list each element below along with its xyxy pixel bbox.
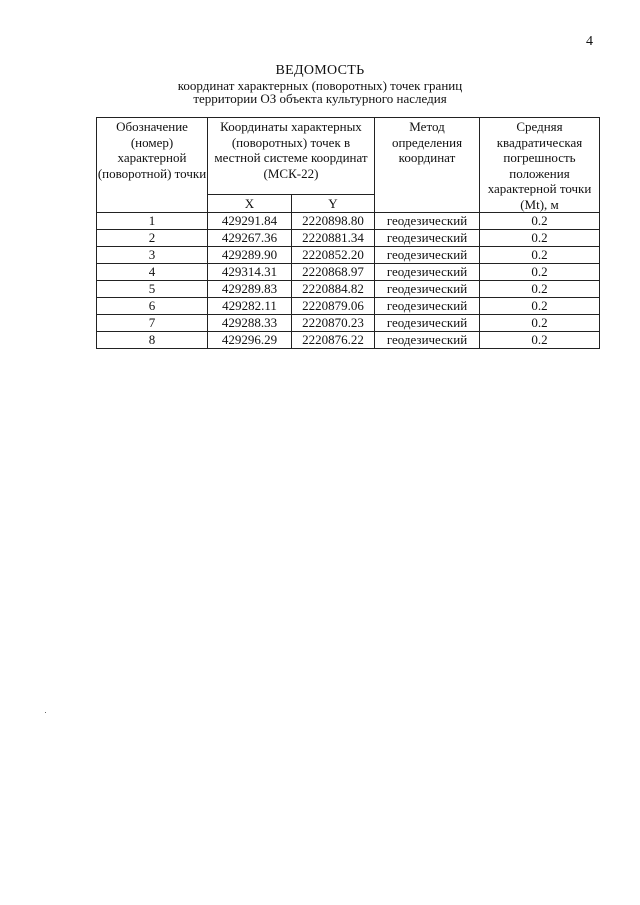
scan-artifact-dot (45, 712, 46, 713)
cell-point: 8 (97, 332, 208, 349)
cell-method: геодезический (375, 230, 480, 247)
cell-x: 429289.90 (208, 247, 292, 264)
cell-y: 2220881.34 (292, 230, 375, 247)
cell-point: 5 (97, 281, 208, 298)
header-point-designation: Обозначение (номер) характерной (поворотной) точки (97, 118, 208, 213)
cell-y: 2220898.80 (292, 213, 375, 230)
cell-error: 0.2 (480, 247, 600, 264)
table-row (97, 281, 600, 298)
cell-y: 2220876.22 (292, 332, 375, 349)
cell-point: 2 (97, 230, 208, 247)
cell-point: 4 (97, 264, 208, 281)
header-error: Средняя квадратическая погрешность положения характерной точки (Mt), м (480, 118, 600, 213)
cell-x: 429289.83 (208, 281, 292, 298)
document-subtitle-line1: координат характерных (поворотных) точек границ (177, 78, 463, 93)
cell-error: 0.2 (480, 281, 600, 298)
cell-method: геодезический (375, 247, 480, 264)
page-number: 4 (586, 34, 593, 49)
document-subtitle-line2: территории ОЗ объекта культурного наследия (193, 91, 447, 106)
cell-error: 0.2 (480, 264, 600, 281)
cell-method: геодезический (375, 298, 480, 315)
document-title: ВЕДОМОСТЬ (275, 63, 365, 78)
cell-error: 0.2 (480, 298, 600, 315)
table-row (97, 230, 600, 247)
cell-method: геодезический (375, 315, 480, 332)
header-coordinates: Координаты характерных (поворотных) точек в местной системе координат (МСК-22) (208, 118, 375, 195)
cell-y: 2220884.82 (292, 281, 375, 298)
cell-error: 0.2 (480, 332, 600, 349)
header-method: Метод определения координат (375, 118, 480, 213)
table-row (97, 247, 600, 264)
header-x: X (208, 195, 292, 213)
cell-point: 1 (97, 213, 208, 230)
cell-method: геодезический (375, 264, 480, 281)
table-row (97, 264, 600, 281)
cell-x: 429314.31 (208, 264, 292, 281)
cell-y: 2220870.23 (292, 315, 375, 332)
cell-x: 429291.84 (208, 213, 292, 230)
table-row (97, 332, 600, 349)
table-row (97, 298, 600, 315)
header-y: Y (292, 195, 375, 213)
cell-y: 2220868.97 (292, 264, 375, 281)
cell-error: 0.2 (480, 213, 600, 230)
cell-point: 3 (97, 247, 208, 264)
cell-point: 6 (97, 298, 208, 315)
cell-y: 2220852.20 (292, 247, 375, 264)
cell-method: геодезический (375, 281, 480, 298)
cell-point: 7 (97, 315, 208, 332)
cell-method: геодезический (375, 332, 480, 349)
table-row (97, 315, 600, 332)
cell-x: 429267.36 (208, 230, 292, 247)
cell-x: 429282.11 (208, 298, 292, 315)
coordinates-table (96, 117, 600, 349)
cell-x: 429288.33 (208, 315, 292, 332)
cell-x: 429296.29 (208, 332, 292, 349)
cell-error: 0.2 (480, 315, 600, 332)
cell-y: 2220879.06 (292, 298, 375, 315)
table-row (97, 213, 600, 230)
table-header-row (97, 118, 600, 195)
cell-method: геодезический (375, 213, 480, 230)
cell-error: 0.2 (480, 230, 600, 247)
